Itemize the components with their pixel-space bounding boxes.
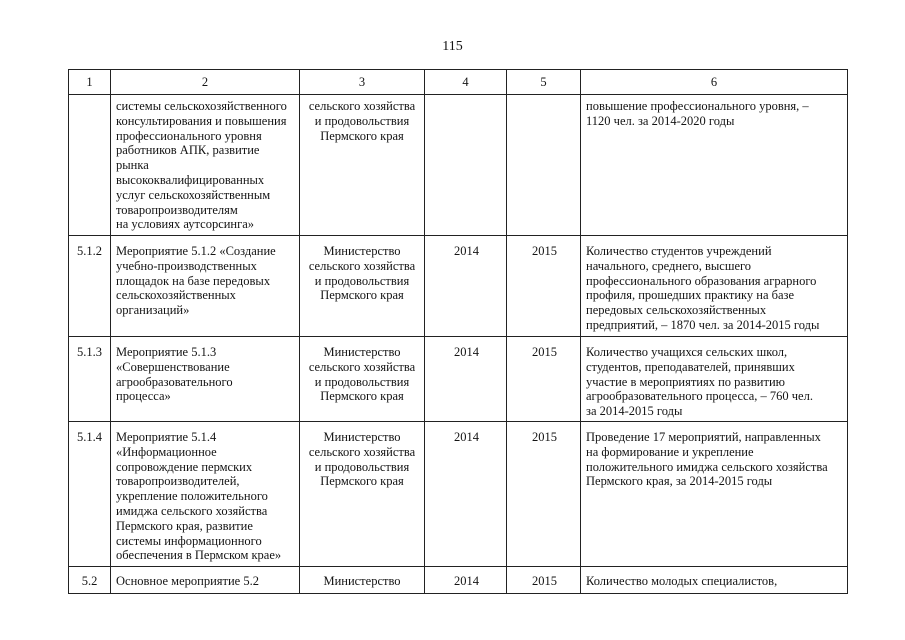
header-cell-event: 2 bbox=[111, 70, 300, 95]
expected-result-cell: Количество учащихся сельских школ, студентов, преподавателей, принявших участие в мероприятиях по развитию агрообразовательного процесса, – 760 чел. за 2014-2015 годы bbox=[581, 337, 848, 422]
program-activities-table bbox=[68, 69, 848, 594]
expected-result-cell: повышение профессионального уровня, – 1120 чел. за 2014-2020 годы bbox=[581, 95, 848, 236]
end-year-cell bbox=[507, 95, 581, 236]
header-cell-number: 1 bbox=[69, 70, 111, 95]
end-year-cell: 2015 bbox=[507, 236, 581, 337]
executor-cell: Министерство bbox=[300, 567, 425, 594]
end-year-cell: 2015 bbox=[507, 337, 581, 422]
header-cell-result: 6 bbox=[581, 70, 848, 95]
table-row bbox=[69, 236, 848, 337]
start-year-cell: 2014 bbox=[425, 422, 507, 567]
event-name-cell: Мероприятие 5.1.3 «Совершенствование агрообразовательного процесса» bbox=[111, 337, 300, 422]
row-number-cell: 5.1.3 bbox=[69, 337, 111, 422]
row-number-cell: 5.1.2 bbox=[69, 236, 111, 337]
table-row bbox=[69, 422, 848, 567]
executor-cell: сельского хозяйства и продовольствия Пермского края bbox=[300, 95, 425, 236]
start-year-cell: 2014 bbox=[425, 236, 507, 337]
start-year-cell: 2014 bbox=[425, 567, 507, 594]
row-number-cell bbox=[69, 95, 111, 236]
start-year-cell: 2014 bbox=[425, 337, 507, 422]
event-name-cell: Основное мероприятие 5.2 bbox=[111, 567, 300, 594]
table-header-row bbox=[69, 70, 848, 95]
event-name-cell: Мероприятие 5.1.4 «Информационное сопровождение пермских товаропроизводителей, укрепление положительного имиджа сельского хозяйства Пермского края, развитие системы информационного обеспечения в Пермском крае» bbox=[111, 422, 300, 567]
header-cell-executor: 3 bbox=[300, 70, 425, 95]
end-year-cell: 2015 bbox=[507, 422, 581, 567]
row-number-cell: 5.2 bbox=[69, 567, 111, 594]
table-row bbox=[69, 337, 848, 422]
event-name-cell: Мероприятие 5.1.2 «Создание учебно-производственных площадок на базе передовых сельскохозяйственных организаций» bbox=[111, 236, 300, 337]
executor-cell: Министерство сельского хозяйства и продовольствия Пермского края bbox=[300, 337, 425, 422]
event-name-cell: системы сельскохозяйственного консультирования и повышения профессионального уровня работников АПК, развитие рынка высококвалифицированных услуг сельскохозяйственным товаропроизводителям на условиях аутсорсинга» bbox=[111, 95, 300, 236]
table-row bbox=[69, 567, 848, 594]
expected-result-cell: Количество молодых специалистов, bbox=[581, 567, 848, 594]
start-year-cell bbox=[425, 95, 507, 236]
expected-result-cell: Проведение 17 мероприятий, направленных на формирование и укрепление положительного имиджа сельского хозяйства Пермского края, за 2014-2015 годы bbox=[581, 422, 848, 567]
expected-result-cell: Количество студентов учреждений начального, среднего, высшего профессионального образования аграрного профиля, прошедших практику на базе передовых сельскохозяйственных предприятий, – 1870 чел. за 2014-2015 годы bbox=[581, 236, 848, 337]
header-cell-end: 5 bbox=[507, 70, 581, 95]
executor-cell: Министерство сельского хозяйства и продовольствия Пермского края bbox=[300, 236, 425, 337]
executor-cell: Министерство сельского хозяйства и продовольствия Пермского края bbox=[300, 422, 425, 567]
header-cell-start: 4 bbox=[425, 70, 507, 95]
table-row bbox=[69, 95, 848, 236]
end-year-cell: 2015 bbox=[507, 567, 581, 594]
page-number: 115 bbox=[442, 39, 463, 54]
row-number-cell: 5.1.4 bbox=[69, 422, 111, 567]
